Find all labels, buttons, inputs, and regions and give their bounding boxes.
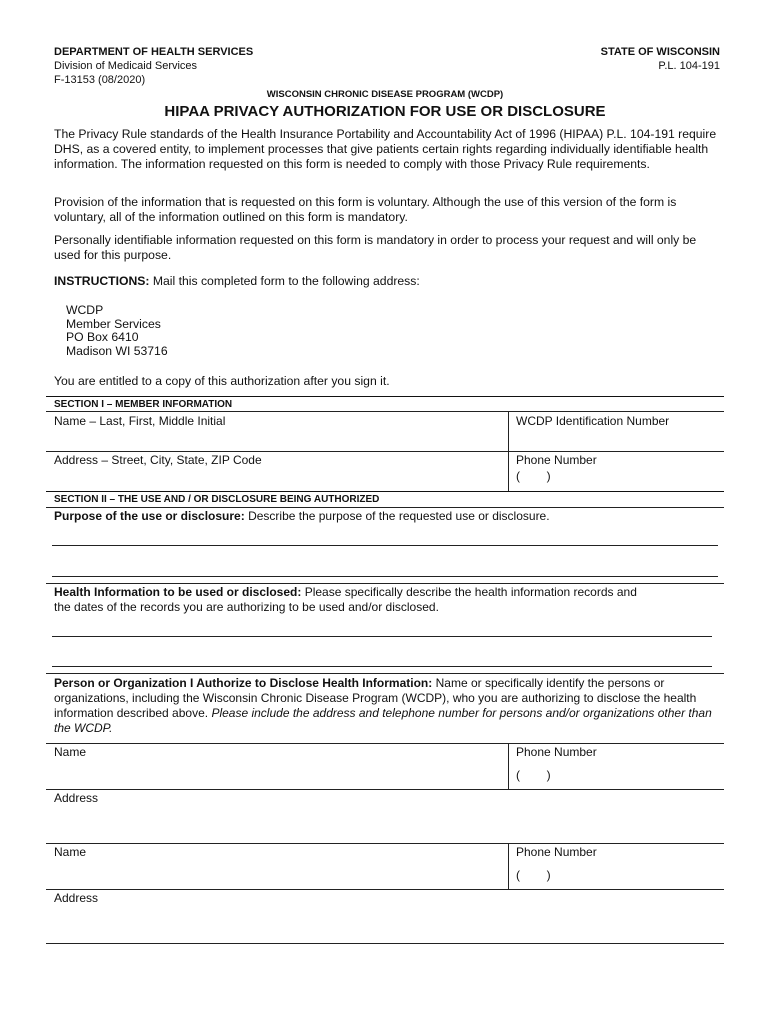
- section1-heading-rule: [46, 411, 724, 412]
- instructions-label: INSTRUCTIONS:: [54, 274, 150, 288]
- section2-heading-rule: [46, 507, 724, 508]
- program-name: WISCONSIN CHRONIC DISEASE PROGRAM (WCDP): [266, 89, 504, 100]
- division-name: Division of Medicaid Services: [54, 60, 198, 72]
- form-number: F-13153 (08/2020): [54, 74, 146, 86]
- address-line: Madison WI 53716: [66, 343, 168, 358]
- entry2-name-field[interactable]: [54, 862, 504, 886]
- entry1-top-rule: [46, 743, 724, 744]
- member-address-field[interactable]: [54, 469, 504, 489]
- entry1-phone-label: Phone Number: [516, 745, 597, 759]
- entry1-name-label: Name: [54, 745, 87, 759]
- entry2-divider: [508, 843, 509, 889]
- entry2-address-label: Address: [54, 891, 99, 905]
- mailing-address: [66, 304, 168, 358]
- health-info-text-2: the dates of the records you are authorizing to be used and/or disclosed.: [54, 600, 439, 614]
- purpose-line-2: [52, 576, 718, 577]
- purpose-line-1: [52, 545, 718, 546]
- health-info-text-1: Please specifically describe the health information records and: [304, 585, 637, 599]
- instructions-text: Mail this completed form to the following address:: [152, 274, 420, 288]
- health-info-prompt: [54, 585, 714, 615]
- section1-heading: SECTION I – MEMBER INFORMATION: [54, 399, 233, 410]
- authorized-person-italic: Please include the address and telephone number for persons and/or organizations other than the WCDP.: [54, 706, 712, 735]
- authorized-person-text: Name or specifically identify the persons or organizations, including the Wisconsin Chronic Disease Program (WCDP), who you are authorizing to disclose the health information described above.: [54, 676, 697, 720]
- intro-paragraph-3: Personally identifiable information requested on this form is mandatory in order to process your request and will only be used for this purpose.: [54, 233, 697, 262]
- health-info-block-rule: [46, 673, 724, 674]
- health-info-label: Health Information to be used or disclosed:: [54, 585, 302, 599]
- entry1-address-field[interactable]: [54, 808, 714, 840]
- purpose-prompt: [54, 509, 550, 523]
- intro-paragraph-2: Provision of the information that is requested on this form is voluntary. Although the use of this version of the form is voluntary, all of the information outlined on this form is mandatory.: [54, 195, 677, 224]
- health-info-line-2: [52, 666, 712, 667]
- section2-top-rule: [46, 491, 724, 492]
- address-line: Member Services: [66, 316, 161, 331]
- member-name-label: Name – Last, First, Middle Initial: [54, 414, 226, 428]
- purpose-label: Purpose of the use or disclosure:: [54, 509, 245, 523]
- page-title: HIPAA PRIVACY AUTHORIZATION FOR USE OR DISCLOSURE: [164, 103, 606, 120]
- purpose-block-rule: [46, 583, 724, 584]
- purpose-text: Describe the purpose of the requested use or disclosure.: [248, 509, 550, 523]
- member-address-label: Address – Street, City, State, ZIP Code: [54, 453, 262, 467]
- entry2-bottom-rule: [46, 943, 724, 944]
- health-info-line-1: [52, 636, 712, 637]
- entry2-name-label: Name: [54, 845, 87, 859]
- member-phone-label: Phone Number: [516, 453, 597, 467]
- section2-heading: SECTION II – THE USE AND / OR DISCLOSURE BEING AUTHORIZED: [54, 494, 380, 505]
- entry2-mid-rule: [46, 889, 724, 890]
- copy-note: You are entitled to a copy of this authorization after you sign it.: [54, 374, 390, 388]
- authorized-person-prompt: [54, 676, 714, 736]
- entry1-name-field[interactable]: [54, 762, 504, 786]
- agency-name: DEPARTMENT OF HEALTH SERVICES: [54, 46, 254, 58]
- section1-top-rule: [46, 396, 724, 397]
- authorized-person-label: Person or Organization I Authorize to Disclose Health Information:: [54, 676, 433, 690]
- entry2-address-field[interactable]: [54, 908, 714, 940]
- wcdp-id-label: WCDP Identification Number: [516, 414, 670, 428]
- address-line: WCDP: [66, 303, 104, 317]
- entry1-address-label: Address: [54, 791, 99, 805]
- health-info-field[interactable]: [52, 618, 712, 668]
- entry2-phone-field[interactable]: ( ): [516, 868, 551, 882]
- intro-paragraph-1: The Privacy Rule standards of the Health Insurance Portability and Accountability Act of 1996 (HIPAA) P.L. 104-191 require DHS, as a covered entity, to implement processes that give patients certain rights regarding individually identifiable health information. The information requested on this form is needed to comply with those Privacy Rule requirements.: [54, 127, 717, 171]
- wcdp-id-field[interactable]: [516, 430, 716, 450]
- entry2-phone-label: Phone Number: [516, 845, 597, 859]
- state-name: STATE OF WISCONSIN: [600, 46, 720, 58]
- instructions: [54, 274, 726, 289]
- member-phone-field[interactable]: ( ): [516, 469, 551, 483]
- section1-row-rule: [46, 451, 724, 452]
- entry1-mid-rule: [46, 789, 724, 790]
- address-line: PO Box 6410: [66, 330, 139, 344]
- entry1-phone-field[interactable]: ( ): [516, 768, 551, 782]
- member-name-field[interactable]: [54, 430, 504, 450]
- law-reference: P.L. 104-191: [658, 60, 720, 72]
- entry2-top-rule: [46, 843, 724, 844]
- entry1-divider: [508, 743, 509, 789]
- purpose-field[interactable]: [52, 526, 718, 578]
